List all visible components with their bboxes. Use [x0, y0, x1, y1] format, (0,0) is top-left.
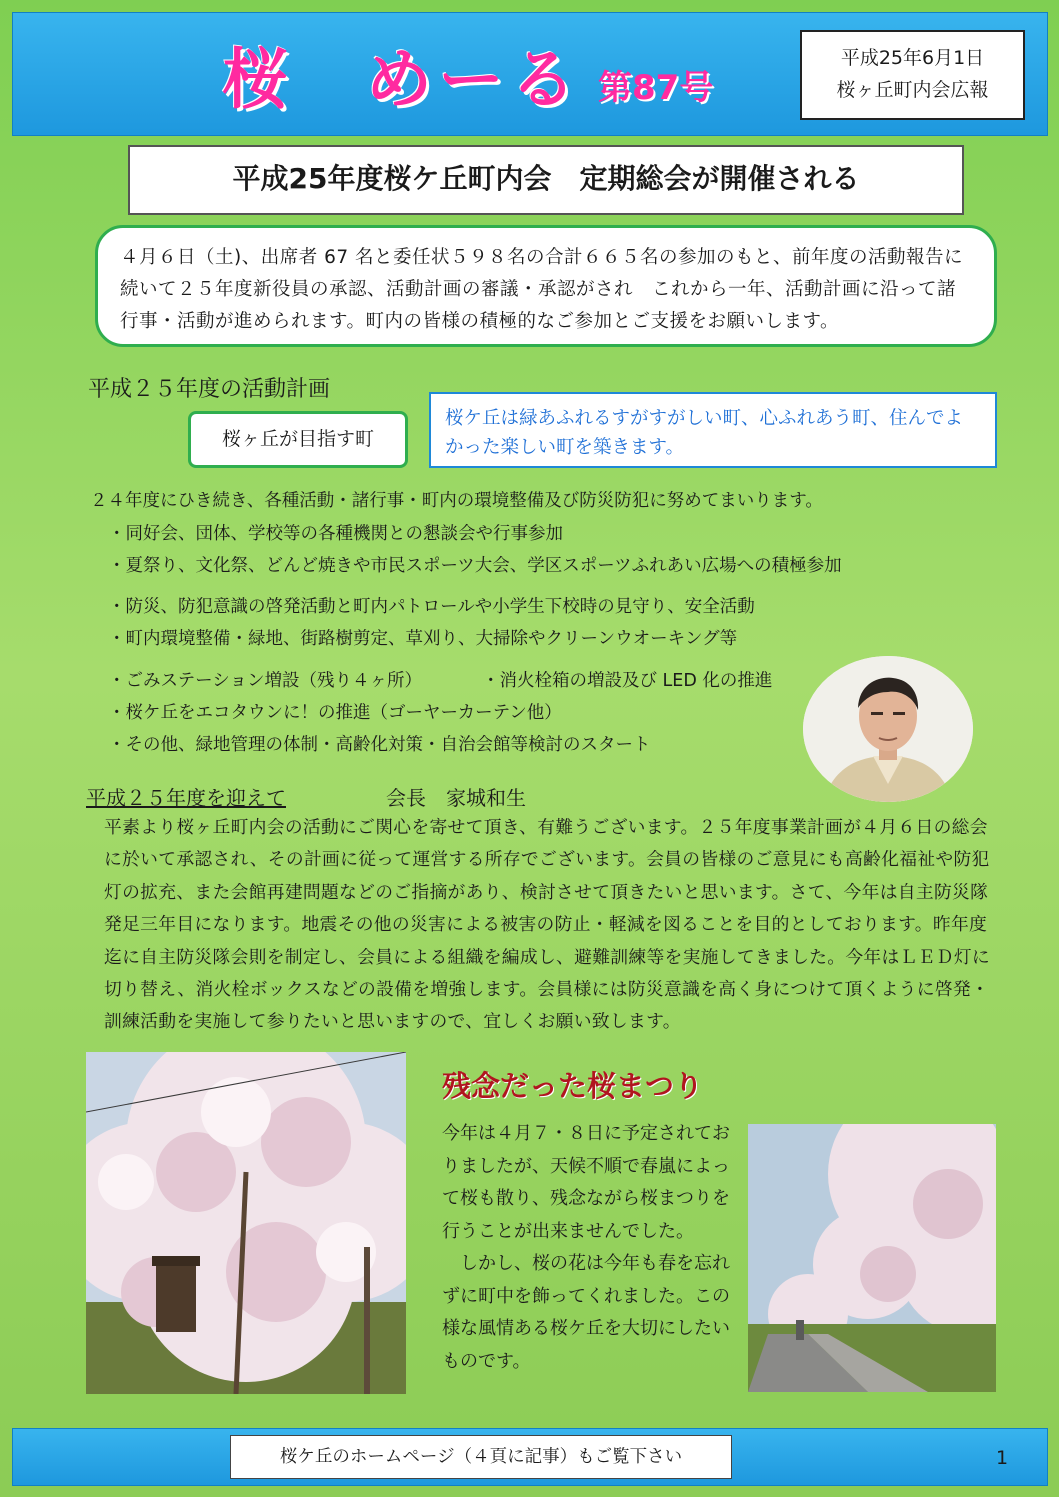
headline: 平成25年度桜ケ丘町内会 定期総会が開催される [128, 145, 964, 215]
plan-heading: 平成２５年度の活動計画 [88, 377, 331, 402]
greeting-author: 会長 家城和生 [386, 786, 526, 810]
issue-number: 第87号 [598, 68, 714, 108]
plan-item: ・消火栓箱の増設及び LED 化の推進 [482, 671, 773, 691]
plan-item: ・同好会、団体、学校等の各種機関との懇談会や行事参加 [108, 524, 563, 544]
goal-text: 桜ケ丘は緑あふれるすがすがしい町、心ふれあう町、住んでよかった楽しい町を築きます。 [429, 392, 997, 468]
cherry-avenue-photo [748, 1124, 996, 1392]
greeting-body: 平素より桜ヶ丘町内会の活動にご関心を寄せて頂き、有難うございます。２５年度事業計画が４月６日の総会に於いて承認され、その計画に従って運営する所存でございます。会員の皆様のご意見にも高齢化福祉や防犯灯の拡充、また会館再建問題などのご指摘があり、検討させて頂きたいと思います。さて、今年は自主防災隊発足三年目になります。地震その他の災害による被害の防止・軽減を図ることを目的としております。昨年度迄に自主防災隊会則を制定し、会員による組織を編成し、避難訓練等を実施してきました。今年はＬＥＤ灯に切り替え、消火栓ボックスなどの設備を増強します。会員様には防災意識を高く身につけて頂くように啓発・訓練活動を実施して参りたいと思いますので、宜しくお願い致します。 [104, 817, 990, 1033]
plan-item: ・桜ケ丘をエコタウンに！の推進（ゴーヤーカーテン他） [108, 703, 562, 723]
festival-body [442, 1118, 732, 1378]
festival-paragraph: しかし、桜の花は今年も春を忘れずに町中を飾ってくれました。この様な風情ある桜ケ丘を大切にしたいものです。 [442, 1253, 730, 1372]
festival-title: 残念だった桜まつり [442, 1069, 704, 1103]
goal-label: 桜ヶ丘が目指す町 [188, 411, 408, 468]
plan-item: ・その他、緑地管理の体制・高齢化対策・自治会館等検討のスタート [108, 735, 651, 755]
plan-item: ・夏祭り、文化祭、どんど焼きや市民スポーツ大会、学区スポーツふれあい広場への積極参加 [108, 556, 842, 576]
plan-item: ・町内環境整備・緑地、街路樹剪定、草刈り、大掃除やクリーンウオーキング等 [108, 629, 738, 649]
date-block [800, 30, 1025, 120]
issue-date: 平成25年6月1日 [840, 47, 985, 69]
homepage-note: 桜ケ丘のホームページ（４頁に記事）もご覧下さい [230, 1435, 732, 1479]
weeping-cherry-photo [86, 1052, 406, 1394]
publisher: 桜ヶ丘町内会広報 [836, 79, 989, 101]
page-number: 1 [996, 1447, 1009, 1469]
intro-text: ４月６日（土)、出席者 67 名と委任状５９８名の合計６６５名の参加のもと、前年度の活動報告に続いて２５年度新役員の承認、活動計画の審議・承認がされ これから一年、活動計画に沿って諸行事・活動が進められます。町内の皆様の積極的なご参加とご支援をお願いします。 [95, 225, 997, 347]
plan-lead: ２４年度にひき続き、各種活動・諸行事・町内の環境整備及び防災防犯に努めてまいります。 [90, 491, 823, 511]
greeting-heading: 平成２５年度を迎えて [86, 786, 286, 810]
chairman-photo [803, 656, 973, 802]
plan-item: ・防災、防犯意識の啓発活動と町内パトロールや小学生下校時の見守り、安全活動 [108, 597, 755, 617]
newsletter-title: 桜 めーる [222, 41, 582, 118]
festival-paragraph: 今年は４月７・８日に予定されておりましたが、天候不順で春嵐によって桜も散り、残念ながら桜まつりを行うことが出来ませんでした。 [442, 1123, 730, 1242]
plan-item: ・ごみステーション増設（残り４ヶ所） [108, 671, 422, 691]
